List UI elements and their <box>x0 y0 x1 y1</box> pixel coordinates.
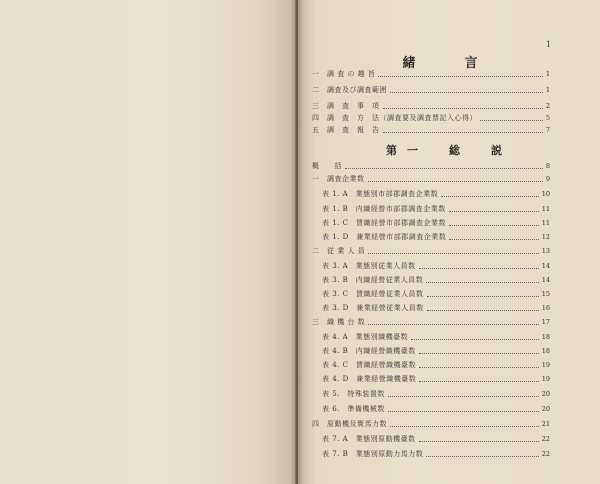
toc-entry-title: 表 3. A 業態別従業人員数 <box>322 262 416 270</box>
toc-entry <box>312 245 550 257</box>
toc-entry <box>322 217 550 229</box>
toc-entry-title: 四 調 査 方 法（調査要及調査票記入心得） <box>312 114 477 122</box>
toc-entry-title: 三 織 機 台 数 <box>312 318 366 326</box>
toc-entry <box>322 274 550 286</box>
dot-leader <box>419 437 539 442</box>
toc-entry-title: 表 4. A 業態別織機臺数 <box>322 333 409 341</box>
preface-heading: 緒 言 <box>402 56 496 71</box>
dot-leader <box>388 392 539 397</box>
dot-leader <box>426 452 538 457</box>
toc-entry-page: 7 <box>545 126 550 134</box>
dot-leader <box>383 104 543 109</box>
toc-entry-page: 13 <box>541 247 550 255</box>
toc-entry <box>322 302 550 314</box>
dot-leader <box>419 264 539 269</box>
toc-entry-page: 1 <box>545 70 550 78</box>
toc-entry-title: 二 調査及び調査範囲 <box>312 86 387 94</box>
toc-entry-title: 五 調 査 報 告 <box>312 126 380 134</box>
toc-entry-page: 14 <box>541 276 550 284</box>
toc-entry-title: 表 7. B 業態別原動力馬力数 <box>322 450 424 458</box>
toc-entry <box>312 68 550 80</box>
toc-entry <box>312 84 550 96</box>
toc-entry <box>322 203 550 215</box>
toc-entry <box>312 160 550 172</box>
toc-entry-title: 表 1. C 賃織経營市部郡調査企業数 <box>322 219 446 227</box>
toc-entry-title: 表 4. C 賃織経營織機臺数 <box>322 361 416 369</box>
toc-entry-page: 11 <box>541 205 550 213</box>
toc-entry-page: 18 <box>541 347 550 355</box>
toc-entry-page: 12 <box>541 233 550 241</box>
general-heading: 第一 総 説 <box>386 144 512 157</box>
toc-entry-title: 表 1. A 業態別市部郡調査企業数 <box>322 190 439 198</box>
toc-entry-title: 表 5. 特殊装置数 <box>322 390 385 398</box>
dot-leader <box>345 164 543 169</box>
left-page <box>0 0 296 484</box>
toc-entry-title: 表 1. B 内織経營市部郡調査企業数 <box>322 205 446 213</box>
toc-entry-title: 表 6. 準備機械数 <box>322 405 385 413</box>
dot-leader <box>378 72 542 77</box>
dot-leader <box>427 306 539 311</box>
toc-entry-page: 9 <box>545 175 550 183</box>
toc-entry-title: 概 括 <box>312 162 342 170</box>
toc-entry <box>322 388 550 400</box>
toc-entry-page: 19 <box>541 361 550 369</box>
toc-entry-page: 19 <box>541 375 550 383</box>
toc-entry-title: 表 1. D 兼業経營市部郡調査企業数 <box>322 233 447 241</box>
dot-leader <box>368 320 539 325</box>
toc-entry-page: 10 <box>541 190 550 198</box>
toc-entry <box>322 359 550 371</box>
toc-entry-page: 22 <box>541 450 550 458</box>
toc-entry <box>312 418 550 430</box>
dot-leader <box>388 407 539 412</box>
toc-entry-page: 16 <box>541 304 550 312</box>
toc-entry-title: 表 4. D 兼業経營織機臺数 <box>322 375 417 383</box>
toc-entry-title: 表 3. B 内織経營従業人員数 <box>322 276 424 284</box>
toc-entry-page: 22 <box>541 435 550 443</box>
dot-leader <box>480 116 543 121</box>
toc-entry-page: 18 <box>541 333 550 341</box>
toc-entry-page: 20 <box>541 390 550 398</box>
dot-leader <box>441 192 539 197</box>
dot-leader <box>390 88 543 93</box>
toc-entry <box>322 331 550 343</box>
dot-leader <box>449 221 539 226</box>
toc-entry <box>322 188 550 200</box>
dot-leader <box>449 207 539 212</box>
toc-entry-page: 17 <box>541 318 550 326</box>
toc-entry <box>322 260 550 272</box>
dot-leader <box>419 363 539 368</box>
dot-leader <box>383 128 543 133</box>
toc-entry-page: 15 <box>541 290 550 298</box>
toc-entry-title: 表 4. B 内織経營織機臺数 <box>322 347 416 355</box>
dot-leader <box>449 235 538 240</box>
dot-leader <box>426 278 538 283</box>
toc-entry-title: 四 原動機及實馬力数 <box>312 420 387 428</box>
toc-entry-title: 一 調査企業数 <box>312 175 365 183</box>
toc-entry <box>312 124 550 136</box>
toc-entry-page: 14 <box>541 262 550 270</box>
page-number: 1 <box>546 40 552 49</box>
toc-entry <box>312 173 550 185</box>
toc-entry-title: 表 7. A 業態別原動機臺数 <box>322 435 416 443</box>
toc-entry-title: 三 調 査 事 項 <box>312 102 380 110</box>
toc-entry <box>322 345 550 357</box>
toc-entry <box>322 448 550 460</box>
toc-entry <box>312 112 550 124</box>
toc-entry <box>322 433 550 445</box>
toc-entry-page: 20 <box>541 405 550 413</box>
toc-entry-title: 一 調 査 の 趣 旨 <box>312 70 376 78</box>
toc-entry-title: 表 3. C 賃織経營従業人員数 <box>322 290 424 298</box>
toc-entry-page: 11 <box>541 219 550 227</box>
dot-leader <box>390 422 539 427</box>
toc-entry <box>312 316 550 328</box>
toc-entry <box>312 100 550 112</box>
dot-leader <box>419 377 538 382</box>
toc-entry <box>322 231 550 243</box>
toc-entry <box>322 403 550 415</box>
toc-entry-page: 21 <box>541 420 550 428</box>
toc-entry <box>322 288 550 300</box>
toc-entry-page: 1 <box>545 86 550 94</box>
toc-entry-title: 表 3. D 兼業経營従業人員数 <box>322 304 424 312</box>
toc-entry-page: 2 <box>545 102 550 110</box>
toc-entry-page: 8 <box>545 162 550 170</box>
dot-leader <box>427 292 539 297</box>
dot-leader <box>368 177 543 182</box>
dot-leader <box>368 249 539 254</box>
book-gutter <box>290 0 304 484</box>
toc-entry <box>322 373 550 385</box>
toc-entry-title: 二 従 業 人 員 <box>312 247 366 255</box>
dot-leader <box>419 349 539 354</box>
dot-leader <box>411 335 539 340</box>
toc-entry-page: 5 <box>545 114 550 122</box>
